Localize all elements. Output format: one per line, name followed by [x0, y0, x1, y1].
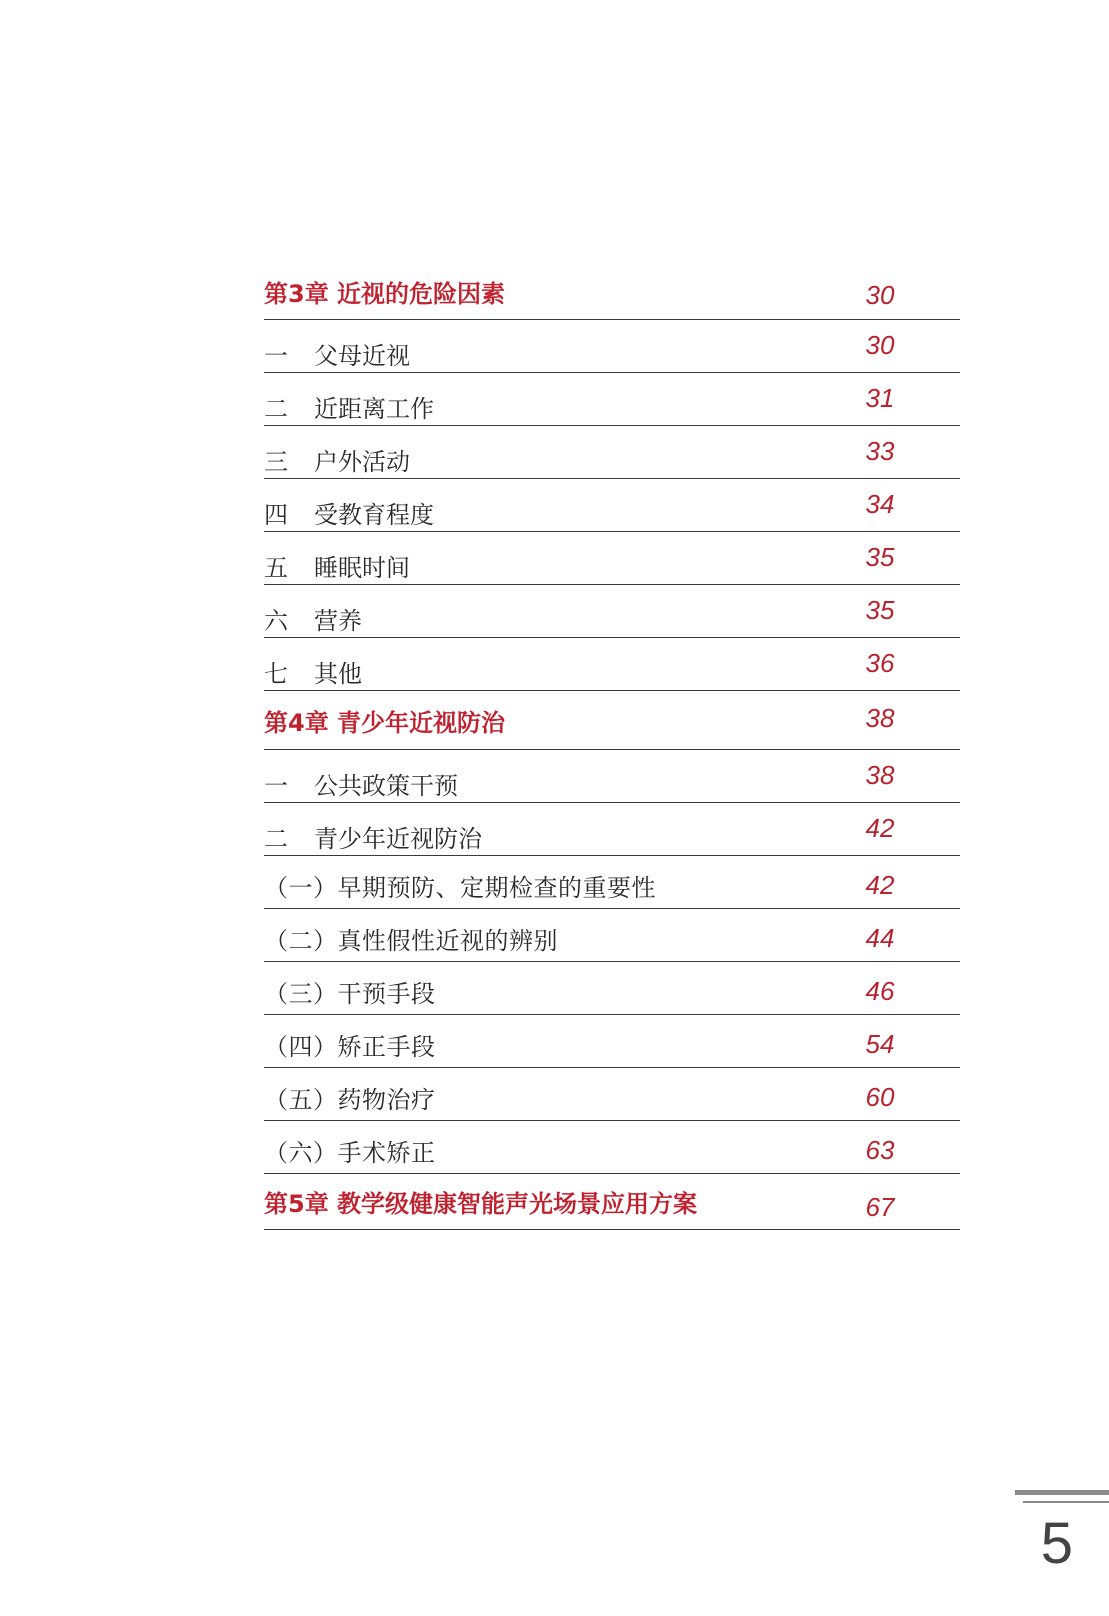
toc-entry-label: 第4章 青少年近视防治	[264, 709, 506, 737]
toc-entry-row	[264, 320, 960, 373]
decor-bar-thick	[1015, 1490, 1109, 1495]
toc-entry-label: 第5章 教学级健康智能声光场景应用方案	[264, 1190, 698, 1218]
toc-chapter-row	[264, 691, 960, 750]
toc-entry-row	[264, 962, 960, 1015]
toc-page-number: 33	[865, 436, 895, 466]
toc-entry-row	[264, 1121, 960, 1174]
toc-entry-label: （六）手术矫正	[264, 1139, 436, 1167]
toc-page-number: 35	[865, 542, 895, 572]
toc-entry-label	[264, 819, 482, 854]
toc-page-number: 38	[865, 703, 895, 733]
toc-page-number: 67	[865, 1192, 895, 1222]
toc-entry-title: 父母近视	[314, 342, 410, 370]
toc-page-number: 60	[865, 1082, 895, 1112]
toc-entry-index: 二	[264, 395, 288, 423]
toc-chapter-row	[264, 268, 960, 320]
toc-entry-row	[264, 532, 960, 585]
toc-entry-row	[264, 585, 960, 638]
toc-entry-row	[264, 1015, 960, 1068]
toc-entry-index: 三	[264, 448, 288, 476]
toc-entry-title: 户外活动	[314, 448, 410, 476]
toc-page-number: 54	[865, 1029, 895, 1059]
toc-entry-index: 四	[264, 501, 288, 529]
toc-entry-label	[264, 548, 410, 583]
toc-entry-label	[264, 495, 434, 530]
toc-entry-label	[264, 442, 410, 477]
table-of-contents	[264, 268, 960, 1230]
toc-entry-row	[264, 909, 960, 962]
toc-entry-row	[264, 479, 960, 532]
toc-entry-label: （四）矫正手段	[264, 1033, 436, 1061]
toc-entry-title: 近距离工作	[314, 395, 434, 423]
toc-entry-index: 五	[264, 554, 288, 582]
toc-page-number: 38	[865, 760, 895, 790]
toc-chapter-row	[264, 1174, 960, 1230]
toc-entry-index: 一	[264, 342, 288, 370]
toc-entry-title: 睡眠时间	[314, 554, 410, 582]
toc-entry-title: 公共政策干预	[314, 772, 458, 800]
toc-entry-label	[264, 389, 434, 424]
toc-entry-index: 七	[264, 660, 288, 688]
toc-entry-label: （二）真性假性近视的辨别	[264, 927, 558, 955]
toc-entry-label: （五）药物治疗	[264, 1086, 436, 1114]
toc-entry-row	[264, 373, 960, 426]
toc-entry-title: 其他	[314, 660, 362, 688]
toc-entry-label	[264, 766, 458, 801]
toc-page-number: 34	[865, 489, 895, 519]
toc-entry-label	[264, 336, 410, 371]
toc-page-number: 44	[865, 923, 895, 953]
toc-page-number: 35	[865, 595, 895, 625]
toc-entry-label: （三）干预手段	[264, 980, 436, 1008]
toc-page-number: 46	[865, 976, 895, 1006]
decor-bar-thin	[1023, 1501, 1109, 1503]
page-number-decoration	[1009, 1490, 1109, 1503]
toc-entry-title: 受教育程度	[314, 501, 434, 529]
toc-entry-label: （一）早期预防、定期检查的重要性	[264, 874, 656, 902]
toc-entry-title: 营养	[314, 607, 362, 635]
toc-entry-title: 青少年近视防治	[314, 825, 482, 853]
toc-entry-label	[264, 601, 362, 636]
toc-entry-row	[264, 856, 960, 909]
toc-page-number: 30	[865, 330, 895, 360]
toc-page-number: 42	[865, 813, 895, 843]
toc-entry-row	[264, 1068, 960, 1121]
toc-entry-index: 二	[264, 825, 288, 853]
toc-entry-row	[264, 750, 960, 803]
toc-page-number: 30	[865, 280, 895, 310]
toc-page-number: 31	[865, 383, 895, 413]
toc-entry-index: 一	[264, 772, 288, 800]
toc-entry-row	[264, 426, 960, 479]
toc-page-number: 42	[865, 870, 895, 900]
toc-page-number: 63	[865, 1135, 895, 1165]
toc-entry-index: 六	[264, 607, 288, 635]
toc-entry-row	[264, 638, 960, 691]
page-number: 5	[1040, 1511, 1073, 1576]
toc-page-number: 36	[865, 648, 895, 678]
toc-entry-label	[264, 654, 362, 689]
toc-entry-row	[264, 803, 960, 856]
toc-entry-label: 第3章 近视的危险因素	[264, 280, 506, 308]
